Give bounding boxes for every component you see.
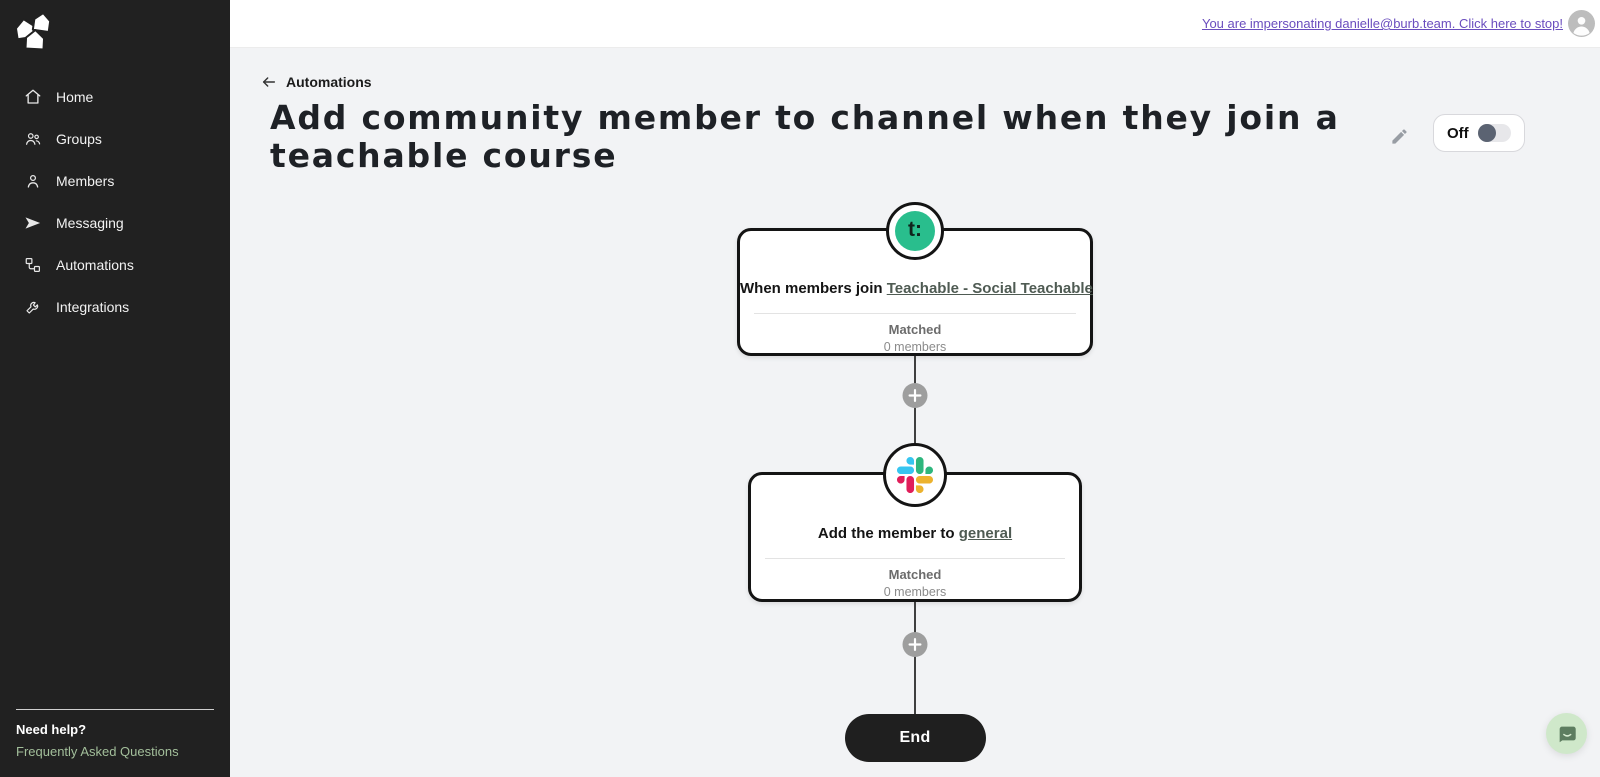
action-text: [751, 525, 1079, 542]
sidebar-item-label: Home: [56, 89, 94, 105]
automation-toggle[interactable]: [1433, 114, 1525, 152]
node-divider: [754, 313, 1076, 314]
end-node: End: [845, 714, 986, 762]
main-content: [230, 48, 1600, 777]
plus-icon: [909, 638, 922, 651]
need-help-text: Need help?: [16, 722, 87, 737]
toggle-knob: [1478, 124, 1496, 142]
member-icon: [24, 172, 42, 190]
trigger-node[interactable]: [737, 217, 1093, 356]
edit-pencil-icon[interactable]: [1390, 127, 1409, 146]
breadcrumb: [230, 48, 1600, 90]
impersonation-banner-link[interactable]: You are impersonating danielle@burb.team. Click here to stop!: [1201, 16, 1563, 31]
automation-flow: [230, 217, 1600, 762]
home-icon: [24, 88, 42, 106]
teachable-icon: t:: [895, 211, 935, 251]
slack-icon: [897, 457, 933, 493]
footer-divider: [16, 709, 214, 710]
toggle-label: Off: [1447, 124, 1469, 142]
send-icon: [24, 214, 42, 232]
action-prefix: Add the member to: [817, 525, 955, 542]
page-title: Add community member to channel when they join a teachable course: [270, 98, 1340, 175]
page-header: [230, 90, 1600, 175]
sidebar-nav: [0, 76, 230, 328]
teachable-badge: [886, 202, 944, 260]
sidebar-item-label: Integrations: [56, 299, 130, 315]
topbar: [230, 0, 1600, 48]
faq-link[interactable]: Frequently Asked Questions: [16, 744, 179, 759]
sidebar-item-messaging[interactable]: [0, 202, 230, 244]
toggle-switch[interactable]: [1478, 124, 1511, 142]
add-step-button[interactable]: [903, 383, 928, 408]
sidebar-item-members[interactable]: [0, 160, 230, 202]
action-channel-link[interactable]: general: [958, 525, 1013, 542]
user-avatar[interactable]: [1568, 10, 1595, 37]
sidebar-item-integrations[interactable]: [0, 286, 230, 328]
plus-icon: [909, 389, 922, 402]
matched-label: Matched: [888, 567, 942, 582]
workflow-icon: [24, 256, 42, 274]
flow-connector: [914, 602, 916, 714]
trigger-source-link[interactable]: Teachable - Social Teachable: [886, 280, 1093, 297]
sidebar-item-label: Automations: [56, 257, 134, 273]
matched-label: Matched: [888, 322, 942, 337]
sidebar-item-groups[interactable]: [0, 118, 230, 160]
wrench-icon: [24, 298, 42, 316]
sidebar-item-automations[interactable]: [0, 244, 230, 286]
trigger-text: [740, 280, 1093, 297]
action-node[interactable]: [748, 472, 1082, 602]
burb-logo-icon: [12, 10, 56, 54]
trigger-prefix: When members join: [740, 280, 883, 297]
sidebar: [0, 0, 230, 777]
sidebar-item-home[interactable]: [0, 76, 230, 118]
sidebar-item-label: Groups: [56, 131, 102, 147]
slack-badge: [883, 443, 947, 507]
node-divider: [765, 558, 1065, 559]
matched-count: 0 members: [883, 340, 947, 354]
chat-bubble-icon: [1556, 723, 1578, 745]
back-link-automations[interactable]: Automations: [286, 74, 372, 90]
back-arrow-icon[interactable]: [261, 74, 277, 90]
sidebar-item-label: Messaging: [56, 215, 124, 231]
groups-icon: [24, 130, 42, 148]
add-step-button[interactable]: [903, 632, 928, 657]
matched-count: 0 members: [883, 585, 947, 599]
header-controls: [1390, 105, 1525, 152]
burb-logo[interactable]: [0, 0, 230, 54]
chat-launcher[interactable]: [1546, 713, 1587, 754]
sidebar-item-label: Members: [56, 173, 115, 189]
sidebar-footer: [0, 709, 230, 777]
